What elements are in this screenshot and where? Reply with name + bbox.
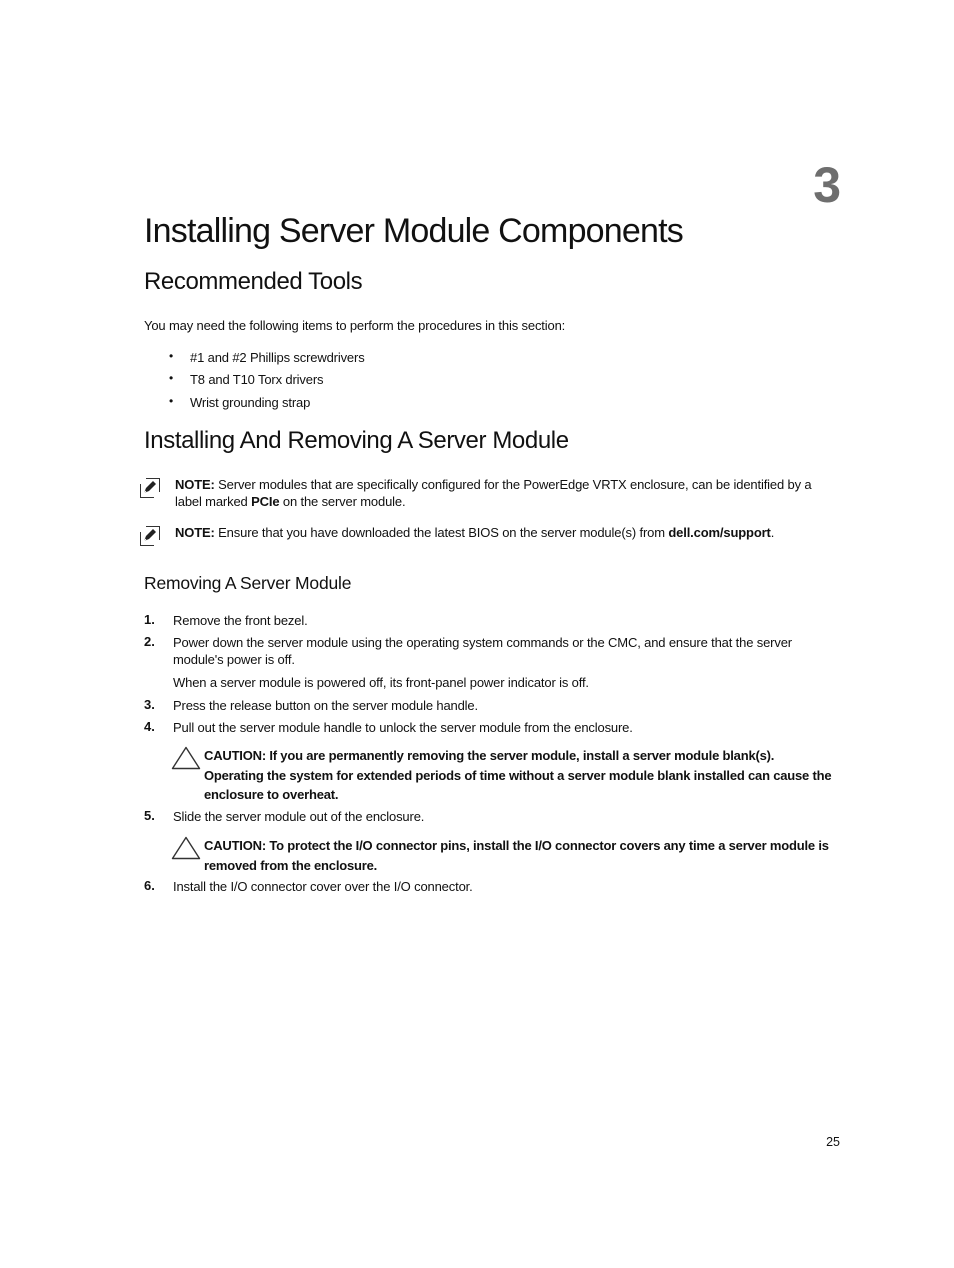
caution-text: CAUTION: If you are permanently removing the server module, install a server module blank(s). Operating the system for extended periods of time without a server module blank installed can cause the enclosure to overheat.	[204, 748, 832, 802]
page-number: 25	[826, 1135, 840, 1149]
note-bold-term: PCIe	[251, 494, 280, 509]
note-text-part: Ensure that you have downloaded the latest BIOS on the server module(s) from	[214, 525, 669, 540]
list-item-text: #1 and #2 Phillips screwdrivers	[190, 350, 365, 365]
note-pencil-icon	[140, 526, 160, 546]
note-pencil-icon	[140, 478, 160, 498]
section-heading-recommended-tools: Recommended Tools	[144, 268, 363, 295]
step-text: Press the release button on the server module handle.	[173, 698, 478, 713]
bullet-icon: •	[169, 349, 174, 363]
step-text: Remove the front bezel.	[173, 613, 308, 628]
subsection-heading-removing: Removing A Server Module	[144, 573, 352, 593]
note-text-part: .	[770, 525, 775, 540]
step-number: 1.	[144, 612, 155, 627]
step-number: 4.	[144, 719, 155, 734]
step-number: 2.	[144, 634, 155, 649]
note-text-part: Server modules that are specifically configured for the PowerEdge VRTX enclosure, can be identified by a label marked	[175, 477, 812, 509]
bullet-icon: •	[169, 394, 174, 408]
section-heading-installing-removing: Installing And Removing A Server Module	[144, 427, 569, 454]
list-item-text: Wrist grounding strap	[190, 395, 311, 410]
note-link[interactable]: dell.com/support	[668, 525, 771, 540]
chapter-title: Installing Server Module Components	[144, 212, 683, 250]
note-text	[175, 476, 835, 510]
caution-triangle-icon	[171, 836, 201, 860]
note-label: NOTE:	[175, 525, 215, 540]
step-number: 6.	[144, 878, 155, 893]
caution-text: CAUTION: To protect the I/O connector pins, install the I/O connector covers any time a server module is removed from the enclosure.	[204, 838, 829, 873]
step-text: Slide the server module out of the enclosure.	[173, 809, 425, 824]
step-text: Pull out the server module handle to unlock the server module from the enclosure.	[173, 720, 633, 735]
note-text-part: on the server module.	[279, 494, 406, 509]
step-subtext: When a server module is powered off, its front-panel power indicator is off.	[173, 675, 589, 690]
note-label: NOTE:	[175, 477, 215, 492]
note-text	[175, 524, 835, 541]
step-text: Install the I/O connector cover over the I/O connector.	[173, 879, 473, 894]
caution-triangle-icon	[171, 746, 201, 770]
step-text: Power down the server module using the operating system commands or the CMC, and ensure that the server module's power is off.	[173, 635, 792, 667]
list-item-text: T8 and T10 Torx drivers	[190, 372, 324, 387]
tools-intro: You may need the following items to perform the procedures in this section:	[144, 318, 566, 333]
chapter-number: 3	[813, 157, 840, 213]
step-number: 5.	[144, 808, 155, 823]
bullet-icon: •	[169, 371, 174, 385]
step-number: 3.	[144, 697, 155, 712]
